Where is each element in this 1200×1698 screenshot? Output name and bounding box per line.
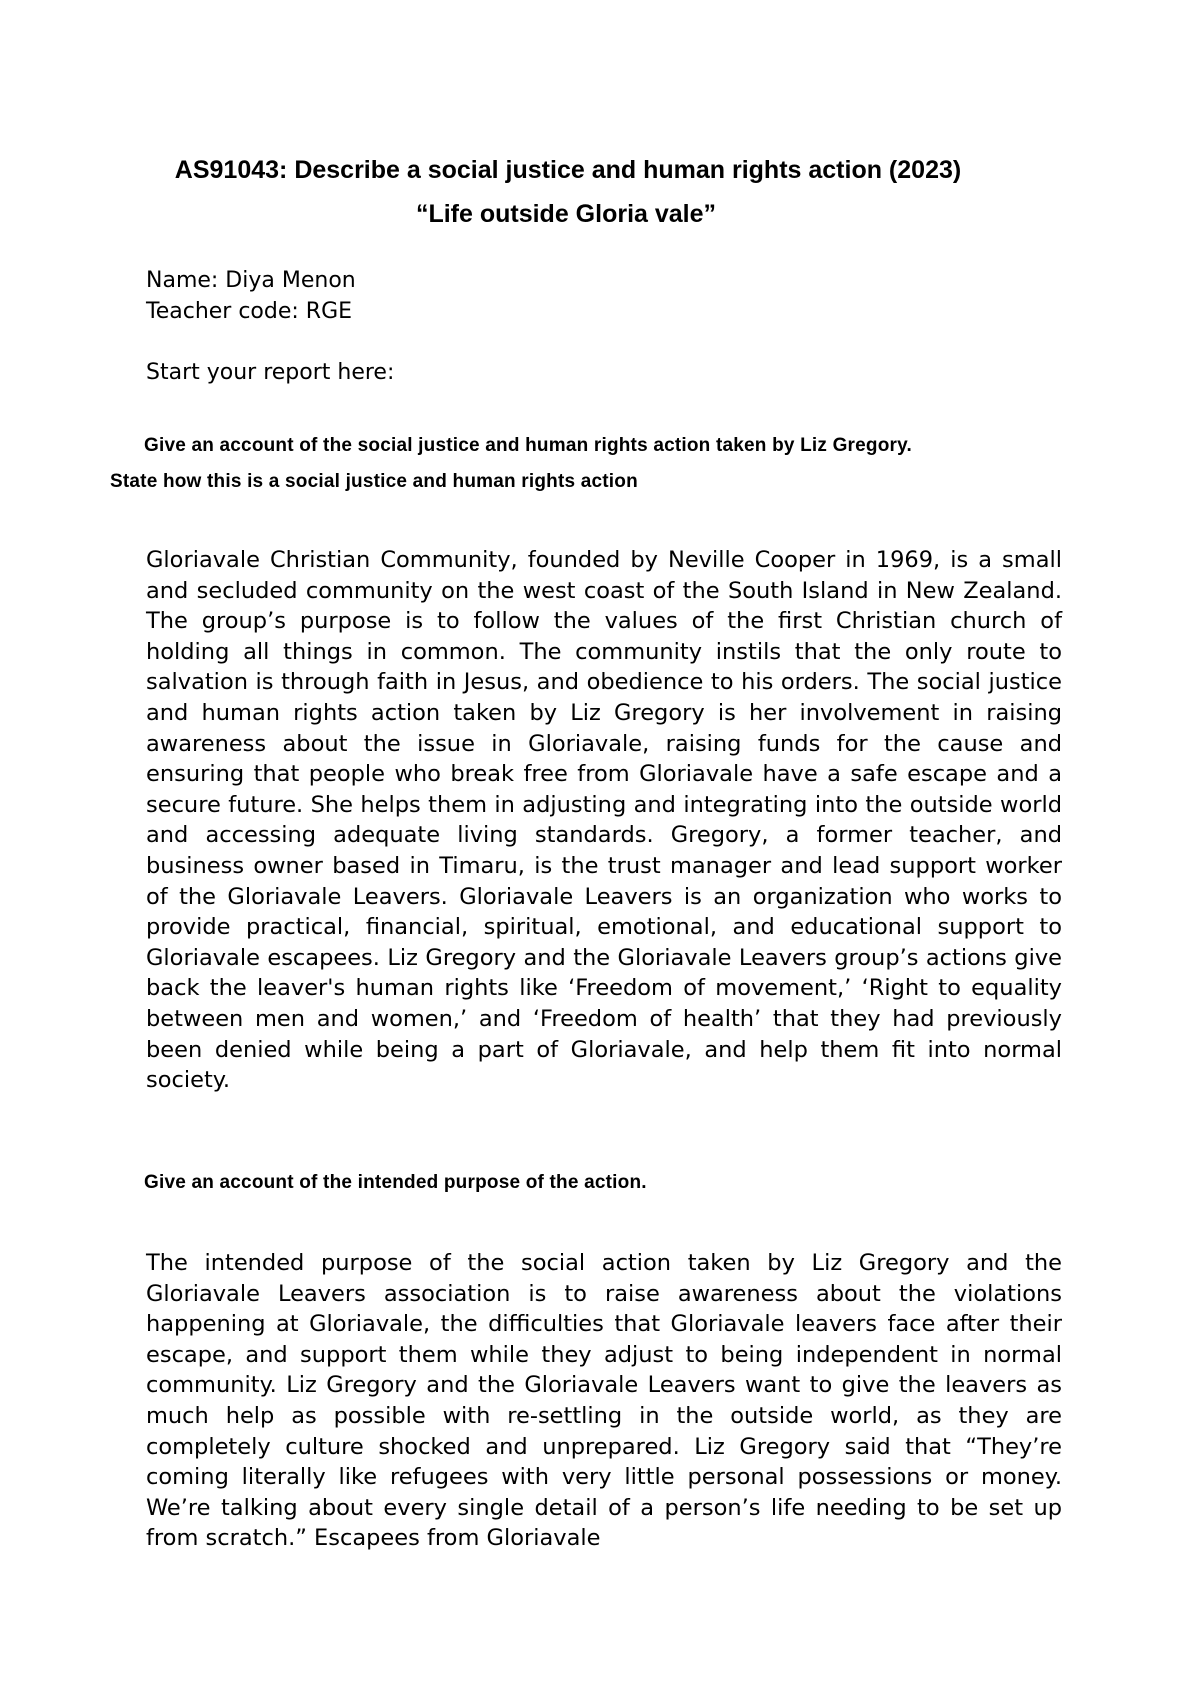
teacher-code: Teacher code: RGE	[146, 299, 353, 324]
document-title: AS91043: Describe a social justice and human rights action (2023)	[174, 156, 962, 184]
student-name: Name: Diya Menon	[146, 268, 356, 293]
question-1-line-2: State how this is a social justice and human rights action	[110, 471, 638, 492]
question-1-line-1: Give an account of the social justice and human rights action taken by Liz Gregory.	[144, 435, 912, 456]
answer-paragraph-2: The intended purpose of the social action taken by Liz Gregory and the Gloriavale Leavers association is to raise awareness about the violations happening at Gloriavale, the difficulties that Gloriavale leavers face after their escape, and support them while they adjust to being independent in normal community. Liz Gregory and the Gloriavale Leavers want to give the leavers as much help as possible with re-settling in the outside world, as they are completely culture shocked and unprepared. Liz Gregory said that “They’re coming literally like refugees with very little personal possessions or money. We’re talking about every single detail of a person’s life needing to be set up from scratch.” Escapees from Gloriavale	[146, 1250, 1062, 1552]
answer-paragraph-1: Gloriavale Christian Community, founded by Neville Cooper in 1969, is a small and secluded community on the west coast of the South Island in New Zealand. The group’s purpose is to follow the values of the first Christian church of holding all things in common. The community instils that the only route to salvation is through faith in Jesus, and obedience to his orders. The social justice and human rights action taken by Liz Gregory is her involvement in raising awareness about the issue in Gloriavale, raising funds for the cause and ensuring that people who break free from Gloriavale have a safe escape and a secure future. She helps them in adjusting and integrating into the outside world and accessing adequate living standards. Gregory, a former teacher, and business owner based in Timaru, is the trust manager and lead support worker of the Gloriavale Leavers. Gloriavale Leavers is an organization who works to provide practical, financial, spiritual, emotional, and educational support to Gloriavale escapees. Liz Gregory and the Gloriavale Leavers group’s actions give back the leaver's human rights like ‘Freedom of movement,’ ‘Right to equality between men and women,’ and ‘Freedom of health’ that they had previously been denied while being a part of Gloriavale, and help them fit into normal society.	[146, 547, 1062, 1094]
document-subtitle: “Life outside Gloria vale”	[415, 200, 717, 228]
start-prompt: Start your report here:	[146, 360, 395, 385]
question-2: Give an account of the intended purpose of the action.	[144, 1172, 647, 1193]
